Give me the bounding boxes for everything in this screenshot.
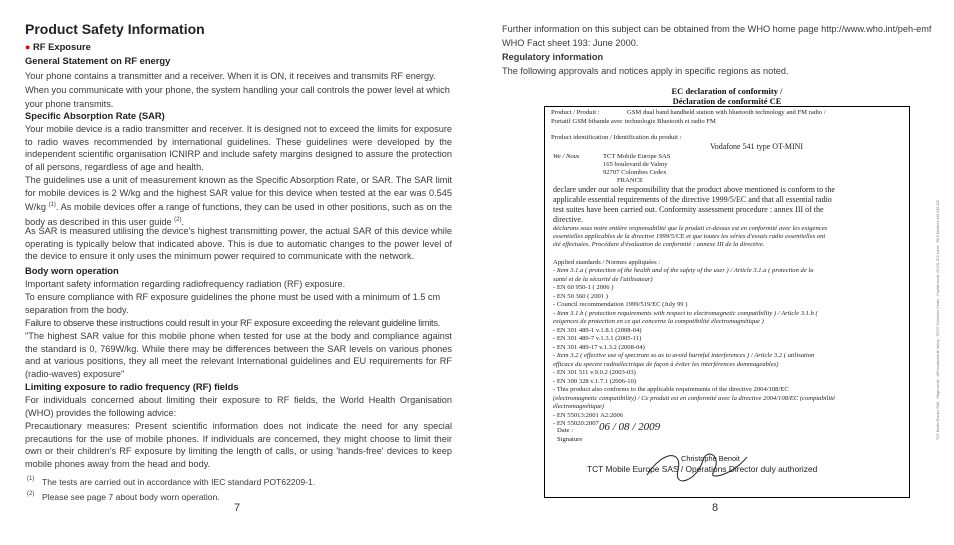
standard-line: - Council recommendation 1999/519/EC (July 99 )	[553, 301, 688, 308]
signer-name: Christophe Benoit	[681, 454, 740, 463]
standard-line: (electromagnetic compatibility) / Ce produit est en conformité avec la directive 2004/108/EC (comptabilité	[553, 394, 835, 402]
footnote-1: (1) The tests are carried out in accordance with IEC standard POT62209-1.	[27, 476, 316, 487]
handwritten-date: 06 / 08 / 2009	[599, 421, 661, 433]
standard-line: - EN 50 360 ( 2001 )	[553, 292, 608, 300]
address-line: FRANCE	[617, 177, 644, 184]
page-number-left: 7	[234, 502, 241, 514]
standard-line: - EN 301 511 v.9.0.2 (2003-03)	[553, 369, 636, 376]
declaration-en-line: applicable essential requirements of the directive 1999/5/EC and that all essential radio	[553, 195, 832, 204]
sar-text-3: As SAR is measured utilising the device's highest transmitting power, the actual SAR of this device while operating is typically below that indicated above. This is due to automatic changes to the power level of the device to ensure it only uses the minimum power required to communicate with the network.	[25, 226, 452, 262]
declaration-fr-line: été effectuées. Procédure d'évaluation de conformité : annexe III de la directive.	[553, 241, 765, 248]
signer-title: TCT Mobile Europe SAS / Operations Director duly authorized	[587, 464, 818, 474]
declaration-fr-line: déclarons sous notre entière responsabilité que le produit ci-dessus est en conformité avec les exigences	[553, 225, 828, 232]
limit-heading: Limiting exposure to radio frequency (RF) fields	[25, 381, 239, 392]
declaration-title-fr: Déclaration de conformité CE	[672, 96, 782, 106]
general-heading: General Statement on RF energy	[25, 55, 171, 66]
page-title: Product Safety Information	[25, 21, 205, 37]
product-label: Product / Produit :	[551, 109, 600, 116]
page-number-right: 8	[712, 502, 719, 514]
body-worn-heading: Body worn operation	[25, 265, 119, 276]
standard-line: - Item 3.2 ( effective use of spectrum so as to avoid harmful interferences ) / Article 3.2 ( utilisation	[553, 352, 815, 359]
side-margin-print: TCT Mobile Europe SAS - Siège social : 165 boulevard de Valmy - 92707 Colombes Cedex - Capital social: 23 031 072 euros - RCS Nanterre 440 038 222	[936, 200, 940, 440]
standard-line: - EN 300 328 v.1.7.1 (2006-10)	[553, 377, 637, 385]
we-label: We / Nous	[553, 153, 580, 160]
product-line-2: Portatif GSM bibande avec technologie Bluetooth et radio FM	[551, 118, 716, 125]
signature-label: Signature	[557, 436, 583, 443]
limit-text-2: Precautionary measures: Present scientific information does not indicate the need for any special precautions for the use of mobile phones. If individuals are concerned, they might choose to limit their own or their children's RF exposure by limiting the length of calls, or using 'hands-free' devices to keep mobile phones away from the head and body.	[25, 421, 452, 469]
regulatory-heading: Regulatory information	[502, 52, 604, 62]
general-text: Your phone contains a transmitter and a receiver. When it is ON, it receives and transmits RF energy. When you communicate with your phone, the system handling your call controls the power level at which your phone transmits.	[25, 71, 450, 109]
declaration-en-line: test suites have been carried out. Conformity assessment procedure : annex III of the	[553, 205, 824, 214]
body-text-3: Failure to observe these instructions could result in your RF exposure exceeding the relevant guideline limits.	[25, 318, 441, 328]
address-line: 165 boulevard de Valmy	[603, 161, 668, 168]
declaration-title-en: EC declaration of conformity /	[671, 86, 783, 96]
regulatory-text: The following approvals and notices apply in specific regions as noted.	[502, 66, 789, 76]
declaration-en-line: declare under our sole responsibility that the product above mentioned is conform to the	[553, 185, 835, 194]
standard-line: - This product also conforms to the applicable requirements of the directive 2004/108/EC	[553, 386, 789, 393]
address-line: TCT Mobile Europe SAS	[603, 153, 671, 160]
identification-value: Vodafone 541 type OT-MINI	[710, 142, 804, 151]
sar-heading: Specific Absorption Rate (SAR)	[25, 110, 165, 121]
standard-line: - Item 3.1.b ( protection requirements with respect to electromagnetic compatibility ) / Article 3.1.b (	[553, 309, 818, 317]
standard-line: - EN 301 489-17 v.1.3.2 (2008-04)	[553, 343, 645, 351]
who-info-text: Further information on this subject can be obtained from the WHO home page http://www.who.int/peh-emf WHO Fact sheet 193: June 2000.	[502, 24, 932, 48]
rf-exposure-heading: ● RF Exposure	[25, 41, 91, 52]
standard-line: - EN 60 950-1 ( 2006 )	[553, 284, 614, 291]
body-text-2: To ensure compliance with RF exposure guidelines the phone must be used with a minimum of 1.5 cm separation from the body.	[25, 292, 441, 315]
body-text-1: Important safety information regarding radiofrequency radiation (RF) exposure.	[25, 279, 346, 289]
declaration-document	[544, 106, 910, 498]
product-line-1: GSM dual band handheld station with bluetooth technology and FM radio /	[627, 109, 826, 116]
declaration-fr-line: essentielles applicables de la directive 1999/5/CE et que toutes les séries d'essais radio essentielles ont	[553, 233, 826, 240]
standard-line: - EN 55013:2001 A2:2006	[553, 411, 624, 419]
date-label: Date :	[557, 427, 573, 434]
standard-line: efficace du spectre radioélectrique de façon à éviter les interférences dommageables)	[553, 360, 779, 368]
standards-label: Applied standards / Normes appliquées :	[553, 259, 661, 266]
body-text-4: "The highest SAR value for this mobile phone when tested for use at the body and compliance against the standard is 0, 769W/kg. While there may be differences between the SAR levels on various phones and at various positions, they all meet the relevant International guidelines and EU requirements for RF (radio-waves) exposure"	[25, 331, 452, 379]
sar-text-2: The guidelines use a unit of measurement known as the Specific Absorption Rate, or SAR. The SAR limit for mobile devices is 2 W/kg and the highest SAR value for this device when tested at the ear was 0.545 W/kg $^{(1)}$. As mobile devices offer a range of functions, they can be used in other positions, such as on the body as described in this user guide $^{(2)}$.	[25, 175, 452, 227]
declaration-en-line: directive.	[553, 215, 583, 224]
limit-text-1: For individuals concerned about limiting their exposure to RF fields, the World Health Organisation (WHO) provides the following advice:	[25, 395, 452, 418]
address-line: 92707 Colombes Cedex	[603, 169, 667, 176]
sar-text-1: Your mobile device is a radio transmitter and receiver. It is designed not to exceed the limits for exposure to radio waves recommended by international guidelines. These guidelines were developed by the independent scientific organisation ICNIRP and include safety margins designed to assure the protection of all persons, regardless of age and health.	[25, 124, 452, 172]
standard-line: - EN 301 489-1 v.1.8.1 (2008-04)	[553, 326, 642, 334]
standard-line: exigences de protection en ce qui concerne la compatibilité électromagnétique )	[553, 318, 764, 325]
standard-line: - Item 3.1.a ( protection of the health and of the safety of the user ) / Article 3.1.a ( protection de la	[553, 267, 814, 274]
standard-line: - EN 55020:2007	[553, 420, 599, 427]
identification-label: Product identification / Identification du produit :	[551, 134, 682, 141]
bullet-dot-icon: ●	[25, 42, 31, 52]
footnote-2: (2) Please see page 7 about body worn operation.	[27, 491, 220, 502]
standard-line: - EN 301 489-7 v.1.3.1 (2005-11)	[553, 335, 642, 342]
standard-line: électromagnétique)	[553, 403, 605, 410]
standard-line: santé et de la sécurité de l'utilisateur)	[553, 275, 653, 283]
